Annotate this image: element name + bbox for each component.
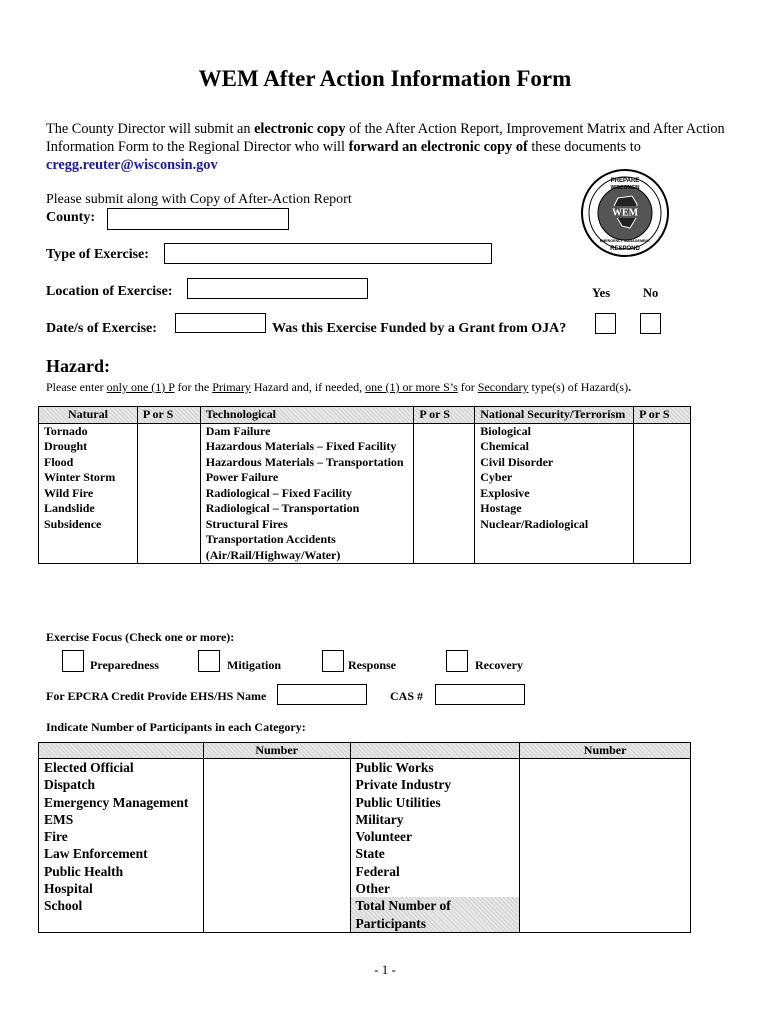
cas-label: CAS #	[390, 689, 424, 703]
natural-cell: Tornado	[39, 423, 138, 439]
response-label: Response	[348, 658, 397, 672]
category-cell: Other	[350, 880, 520, 897]
natural-cell: Subsidence	[39, 517, 138, 533]
participants-col-number-left: Number	[203, 743, 350, 759]
table-row	[39, 863, 691, 880]
inst-f: .	[628, 380, 632, 394]
p-or-s-input[interactable]	[137, 470, 200, 486]
page-title: WEM After Action Information Form	[198, 66, 572, 91]
grant-question: Was this Exercise Funded by a Grant from OJA?	[272, 321, 567, 336]
intro-bold-2: forward an electronic copy of	[348, 139, 528, 155]
technological-cell: Power Failure	[200, 470, 414, 486]
technological-cell: Radiological – Fixed Facility	[200, 486, 414, 502]
security-cell: Cyber	[475, 470, 634, 486]
number-input[interactable]	[520, 828, 691, 845]
number-input[interactable]	[520, 776, 691, 793]
mitigation-checkbox[interactable]	[198, 650, 220, 672]
security-cell	[475, 532, 634, 564]
inst-b: for the	[174, 380, 213, 394]
number-input[interactable]	[520, 845, 691, 862]
participants-table	[38, 742, 691, 933]
technological-cell: Hazardous Materials – Fixed Facility	[200, 439, 414, 455]
category-cell: Public Utilities	[350, 794, 520, 811]
inst-e: type(s) of Hazard(s)	[528, 380, 629, 394]
natural-cell	[39, 532, 138, 564]
ehs-name-input[interactable]	[277, 684, 367, 705]
category-cell: Private Industry	[350, 776, 520, 793]
inst-u4: Secondary	[477, 380, 529, 394]
hazard-heading: Hazard:	[46, 356, 110, 376]
no-label: No	[643, 286, 659, 300]
table-row	[39, 794, 691, 811]
inst-c: Hazard and, if needed,	[250, 380, 366, 394]
category-cell: Dispatch	[39, 776, 204, 793]
hazard-instructions	[46, 380, 631, 395]
p-or-s-input[interactable]	[634, 486, 691, 502]
number-input[interactable]	[203, 880, 350, 897]
participants-col-number-right: Number	[520, 743, 691, 759]
number-input[interactable]	[203, 845, 350, 862]
county-input[interactable]	[107, 208, 289, 230]
county-label: County:	[46, 210, 96, 225]
table-row	[39, 501, 691, 517]
inst-a: Please enter	[46, 380, 107, 394]
p-or-s-input[interactable]	[634, 470, 691, 486]
number-input[interactable]	[520, 811, 691, 828]
table-row	[39, 880, 691, 897]
intro-text-3: these documents to	[527, 139, 641, 155]
submit-note: Please submit along with Copy of After-Action Report	[46, 192, 352, 207]
table-row	[39, 517, 691, 533]
inst-u3: one (1) or more S’s	[365, 380, 458, 394]
p-or-s-input[interactable]	[634, 455, 691, 471]
seal-top-text: PREPARE	[610, 178, 640, 184]
intro-text-1: The County Director will submit an	[46, 121, 255, 137]
number-input[interactable]	[520, 863, 691, 880]
response-checkbox[interactable]	[322, 650, 344, 672]
security-cell: Civil Disorder	[475, 455, 634, 471]
p-or-s-input[interactable]	[414, 532, 475, 564]
hazard-col-national-security: National Security/Terrorism	[475, 407, 634, 424]
p-or-s-input[interactable]	[137, 423, 200, 439]
type-of-exercise-input[interactable]	[164, 243, 492, 264]
security-cell: Chemical	[475, 439, 634, 455]
intro-paragraph	[46, 120, 726, 174]
p-or-s-input[interactable]	[137, 517, 200, 533]
wem-seal-logo	[580, 168, 670, 258]
total-participants-label: Total Number of Participants	[350, 897, 520, 932]
preparedness-checkbox[interactable]	[62, 650, 84, 672]
category-cell: Hospital	[39, 880, 204, 897]
grant-yes-checkbox[interactable]	[595, 313, 616, 334]
category-cell: Elected Official	[39, 759, 204, 777]
inst-d: for	[457, 380, 478, 394]
table-row	[39, 486, 691, 502]
intro-text-2: of the After Action Report, Improvement Matrix and After Action Information Form to the Regional Director who will	[46, 121, 725, 155]
technological-cell: Transportation Accidents (Air/Rail/Highway/Water)	[200, 532, 414, 564]
dates-input[interactable]	[175, 313, 266, 333]
seal-center-text: WEM	[611, 207, 639, 219]
p-or-s-input[interactable]	[414, 501, 475, 517]
number-input[interactable]	[203, 897, 350, 932]
category-cell: State	[350, 845, 520, 862]
security-cell: Explosive	[475, 486, 634, 502]
category-cell: School	[39, 897, 204, 932]
category-cell: Volunteer	[350, 828, 520, 845]
number-input[interactable]	[203, 759, 350, 777]
category-cell: Emergency Management	[39, 794, 204, 811]
participants-col-category-right	[350, 743, 520, 759]
technological-cell: Hazardous Materials – Transportation	[200, 455, 414, 471]
natural-cell: Flood	[39, 455, 138, 471]
yes-label: Yes	[592, 286, 611, 300]
table-row	[39, 532, 691, 564]
type-label: Type of Exercise:	[46, 247, 149, 262]
p-or-s-input[interactable]	[137, 532, 200, 564]
p-or-s-input[interactable]	[634, 423, 691, 439]
table-row	[39, 776, 691, 793]
p-or-s-input[interactable]	[414, 470, 475, 486]
inst-u1: only one (1) P	[106, 380, 175, 394]
participants-label: Indicate Number of Participants in each Category:	[46, 720, 306, 734]
p-or-s-input[interactable]	[137, 439, 200, 455]
number-input[interactable]	[203, 863, 350, 880]
p-or-s-input[interactable]	[414, 439, 475, 455]
grant-no-checkbox[interactable]	[640, 313, 661, 334]
technological-cell: Dam Failure	[200, 423, 414, 439]
hazard-col-natural: Natural	[39, 407, 138, 424]
technological-cell: Radiological – Transportation	[200, 501, 414, 517]
p-or-s-input[interactable]	[634, 532, 691, 564]
security-cell: Hostage	[475, 501, 634, 517]
table-row	[39, 828, 691, 845]
number-input[interactable]	[520, 794, 691, 811]
participants-col-category-left	[39, 743, 204, 759]
number-input[interactable]	[520, 880, 691, 897]
natural-cell: Landslide	[39, 501, 138, 517]
recovery-label: Recovery	[475, 658, 523, 672]
intro-bold-1: electronic copy	[254, 121, 346, 137]
seal-bottom-text: RESPOND	[610, 246, 640, 252]
hazard-col-technological: Technological	[200, 407, 414, 424]
table-row	[39, 759, 691, 777]
hazard-table	[38, 406, 691, 564]
category-cell: Public Health	[39, 863, 204, 880]
recovery-checkbox[interactable]	[446, 650, 468, 672]
epcra-label: For EPCRA Credit Provide EHS/HS Name	[46, 689, 267, 703]
p-or-s-input[interactable]	[137, 501, 200, 517]
location-label: Location of Exercise:	[46, 284, 173, 299]
p-or-s-input[interactable]	[414, 486, 475, 502]
preparedness-label: Preparedness	[90, 658, 159, 672]
number-input[interactable]	[203, 776, 350, 793]
dates-label: Date/s of Exercise:	[46, 321, 157, 336]
p-or-s-input[interactable]	[414, 455, 475, 471]
email-link[interactable]: cregg.reuter@wisconsin.gov	[46, 157, 218, 173]
table-row	[39, 897, 691, 932]
location-input[interactable]	[187, 278, 368, 299]
table-row	[39, 455, 691, 471]
table-row	[39, 470, 691, 486]
p-or-s-input[interactable]	[137, 455, 200, 471]
security-cell: Biological	[475, 423, 634, 439]
natural-cell: Winter Storm	[39, 470, 138, 486]
seal-ring-text: EMERGENCY MANAGEMENT	[599, 239, 651, 243]
category-cell: Public Works	[350, 759, 520, 777]
table-row	[39, 423, 691, 439]
category-cell: Federal	[350, 863, 520, 880]
technological-cell: Structural Fires	[200, 517, 414, 533]
p-or-s-input[interactable]	[634, 501, 691, 517]
p-or-s-input[interactable]	[634, 439, 691, 455]
total-number-input[interactable]	[520, 897, 691, 932]
hazard-col-p-or-s-3: P or S	[634, 407, 691, 424]
natural-cell: Wild Fire	[39, 486, 138, 502]
number-input[interactable]	[203, 828, 350, 845]
number-input[interactable]	[203, 794, 350, 811]
p-or-s-input[interactable]	[634, 517, 691, 533]
hazard-col-p-or-s-2: P or S	[414, 407, 475, 424]
cas-number-input[interactable]	[435, 684, 525, 705]
number-input[interactable]	[520, 759, 691, 777]
table-row	[39, 811, 691, 828]
p-or-s-input[interactable]	[414, 423, 475, 439]
inst-u2: Primary	[212, 380, 251, 394]
category-cell: Military	[350, 811, 520, 828]
category-cell: EMS	[39, 811, 204, 828]
table-row	[39, 845, 691, 862]
category-cell: Fire	[39, 828, 204, 845]
security-cell: Nuclear/Radiological	[475, 517, 634, 533]
number-input[interactable]	[203, 811, 350, 828]
exercise-focus-label: Exercise Focus (Check one or more):	[46, 630, 235, 644]
mitigation-label: Mitigation	[227, 658, 281, 672]
natural-cell: Drought	[39, 439, 138, 455]
p-or-s-input[interactable]	[137, 486, 200, 502]
category-cell: Law Enforcement	[39, 845, 204, 862]
hazard-col-p-or-s-1: P or S	[137, 407, 200, 424]
table-row	[39, 439, 691, 455]
seal-state-text: WISCONSIN	[610, 185, 640, 191]
page-number: - 1 -	[374, 962, 396, 977]
p-or-s-input[interactable]	[414, 517, 475, 533]
